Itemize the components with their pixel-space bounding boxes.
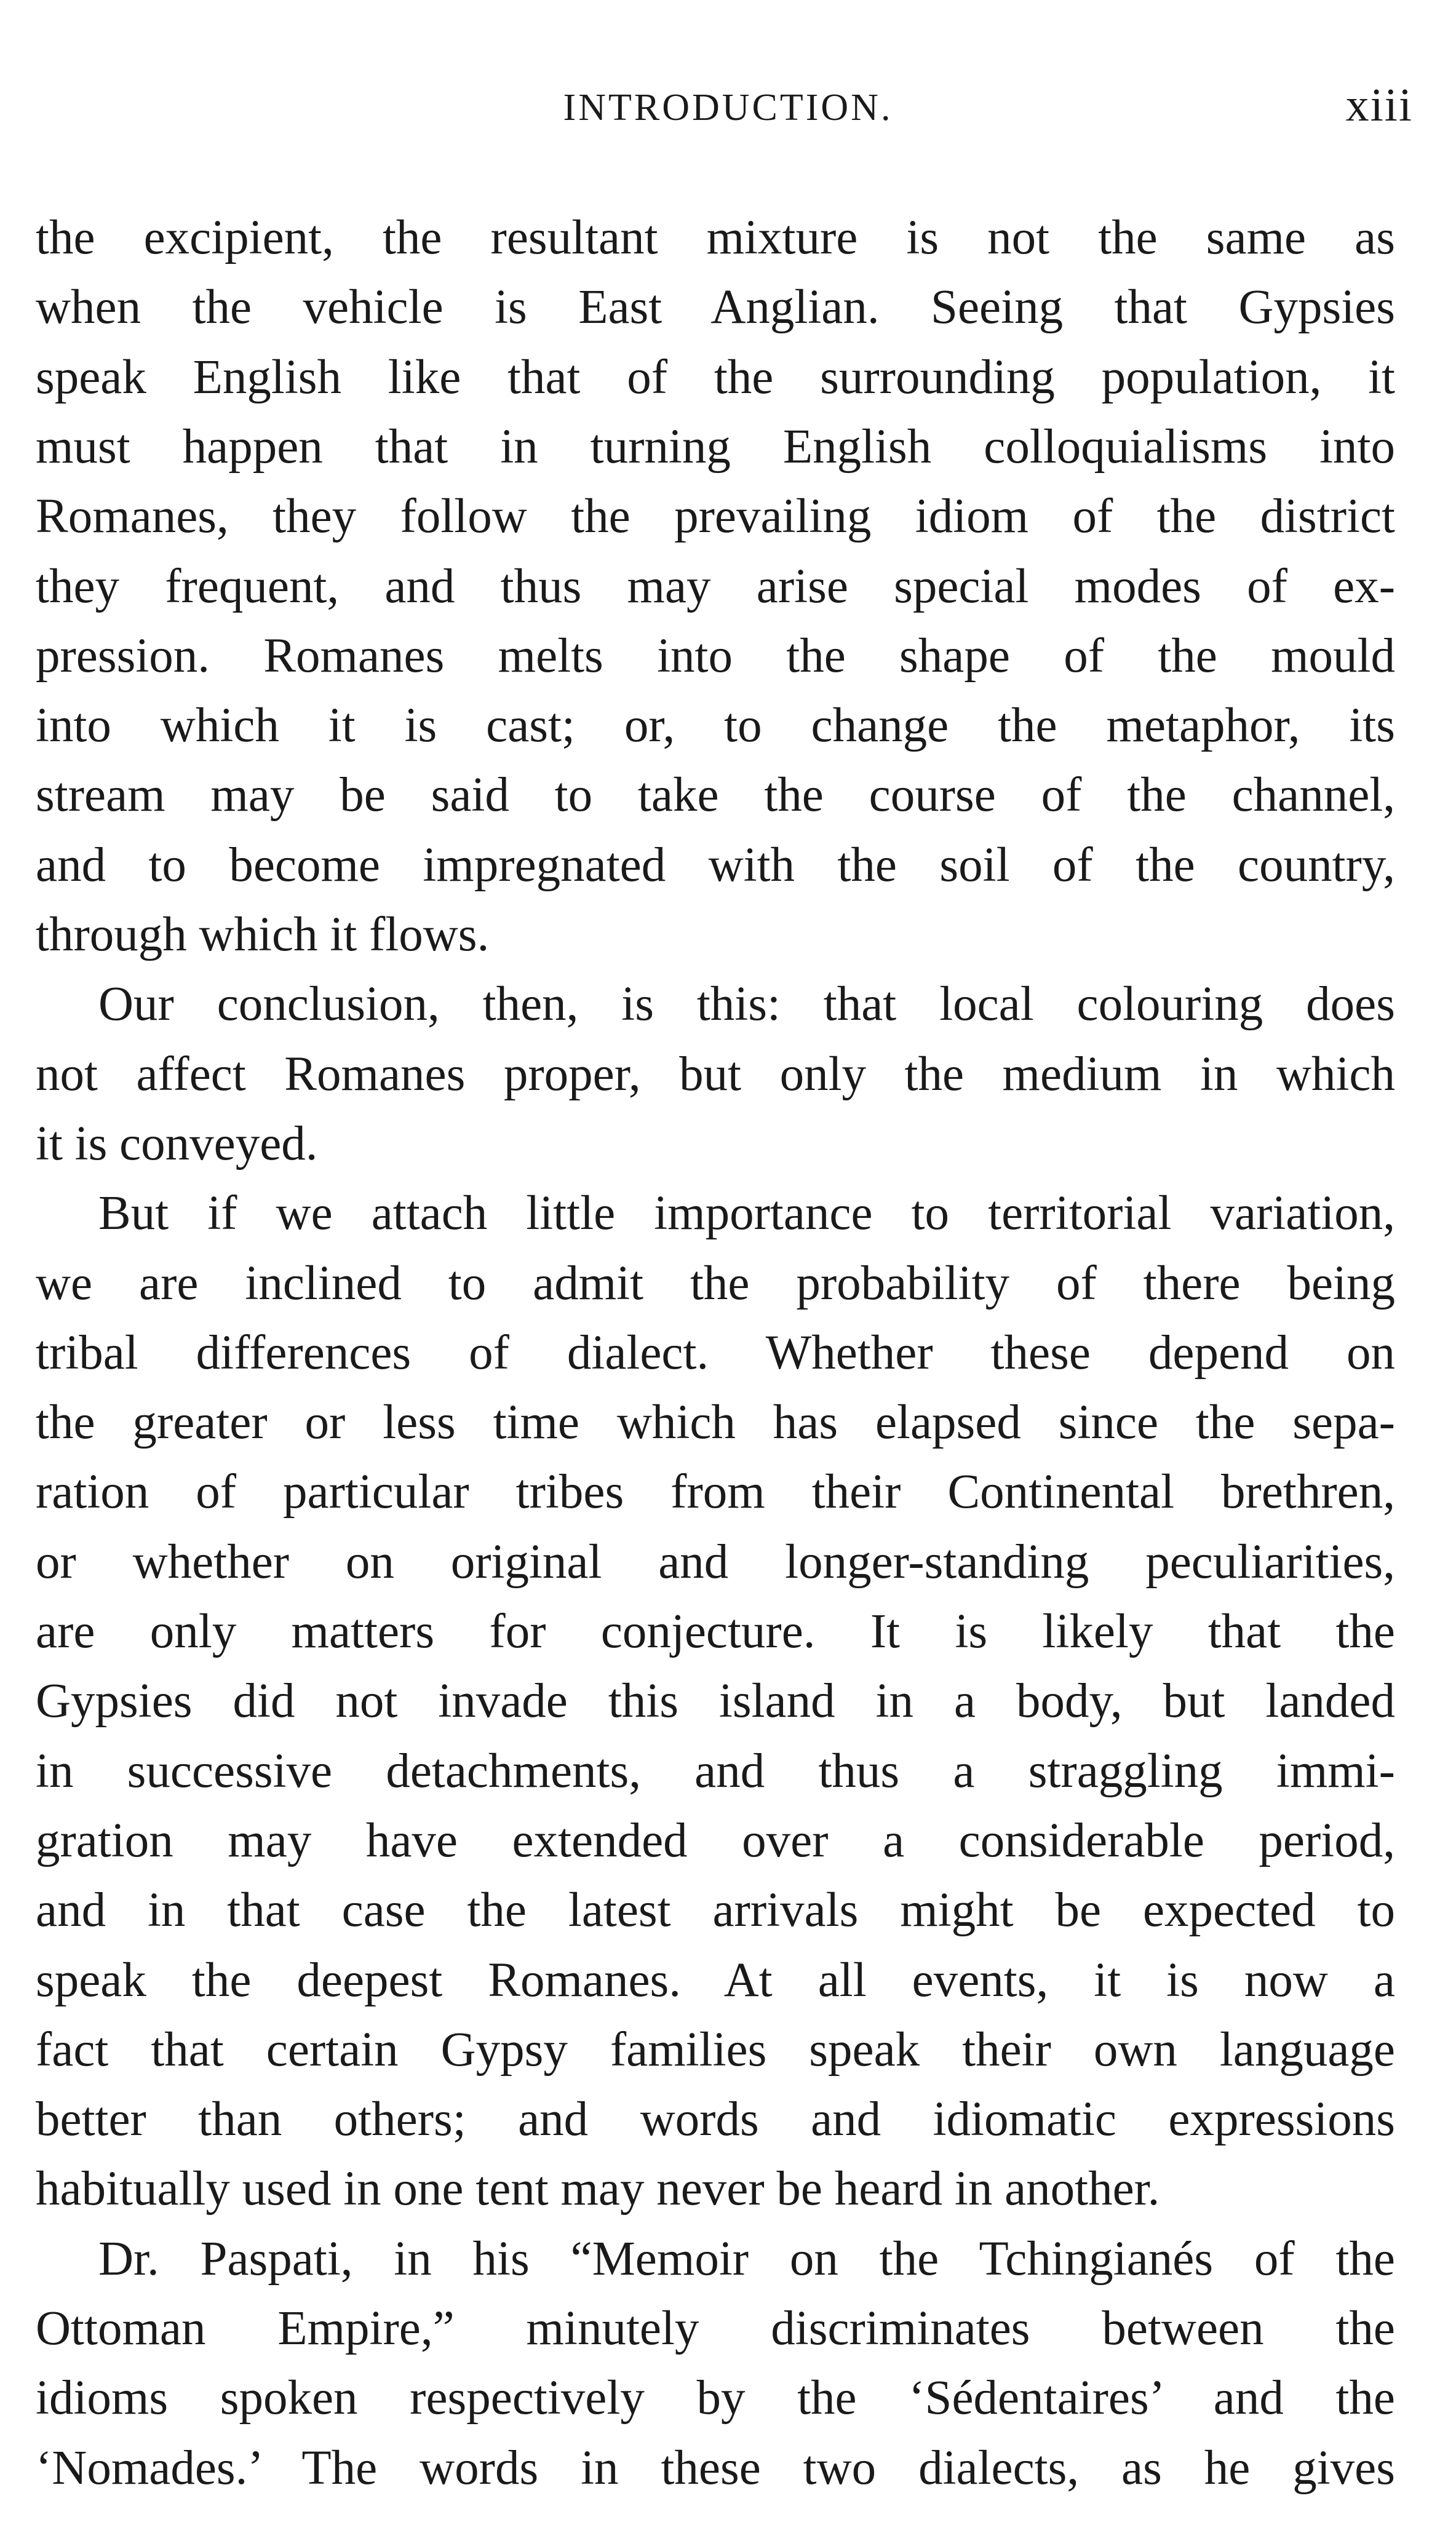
text-line: we are inclined to admit the probability of there being (36, 1256, 1395, 1310)
text-line: Gypsies did not invade this island in a body, but landed (36, 1674, 1395, 1728)
text-line: or whether on original and longer-standing peculiarities, (36, 1535, 1395, 1589)
text-line: and to become impregnated with the soil of the country, (36, 838, 1395, 892)
text-line: Ottoman Empire,” minutely discriminates between the (36, 2302, 1395, 2355)
text-line: not affect Romanes proper, but only the medium in which (36, 1047, 1395, 1101)
text-line: speak English like that of the surrounding population, it (36, 350, 1395, 404)
text-line: they frequent, and thus may arise special modes of ex- (36, 559, 1395, 613)
text-line: speak the deepest Romanes. At all events, it is now a (36, 1953, 1395, 2007)
text-line: through which it flows. (36, 908, 490, 961)
text-line: better than others; and words and idiomatic expressions (36, 2093, 1395, 2147)
text-line: stream may be said to take the course of the channel, (36, 768, 1395, 822)
text-line: ‘Nomades.’ The words in these two dialects, as he gives (36, 2441, 1395, 2495)
text-line: fact that certain Gypsy families speak their own language (36, 2022, 1395, 2077)
text-line: ration of particular tribes from their Continental brethren, (36, 1465, 1395, 1519)
page-number: xiii (1345, 79, 1413, 131)
running-head: INTRODUCTION. (563, 87, 893, 129)
text-line: must happen that in turning English colloquialisms into (36, 420, 1395, 474)
text-line: But if we attach little importance to territorial variation, (98, 1187, 1395, 1241)
text-line: habitually used in one tent may never be heard in another. (36, 2162, 1160, 2216)
text-line: the excipient, the resultant mixture is not the same as (36, 211, 1395, 264)
text-line: when the vehicle is East Anglian. Seeing that Gypsies (36, 280, 1395, 335)
text-line: it is conveyed. (36, 1116, 318, 1171)
text-line: tribal differences of dialect. Whether these depend on (36, 1326, 1395, 1380)
text-line: gration may have extended over a considerable period, (36, 1813, 1395, 1867)
text-line: in successive detachments, and thus a straggling immi- (36, 1744, 1395, 1798)
text-line: Romanes, they follow the prevailing idiom of the district (36, 490, 1395, 544)
text-line: pression. Romanes melts into the shape of the mould (36, 629, 1395, 683)
text-line: and in that case the latest arrivals might be expected to (36, 1883, 1395, 1938)
text-line: into which it is cast; or, to change the metaphor, its (36, 699, 1395, 753)
text-line: Dr. Paspati, in his “Memoir on the Tchingianés of the (98, 2232, 1395, 2286)
text-line: are only matters for conjecture. It is likely that the (36, 1605, 1395, 1658)
text-line: Our conclusion, then, is this: that local colouring does (98, 977, 1395, 1032)
text-line: the greater or less time which has elapsed since the sepa- (36, 1396, 1395, 1450)
text-line: idioms spoken respectively by the ‘Sédentaires’ and the (36, 2371, 1395, 2425)
